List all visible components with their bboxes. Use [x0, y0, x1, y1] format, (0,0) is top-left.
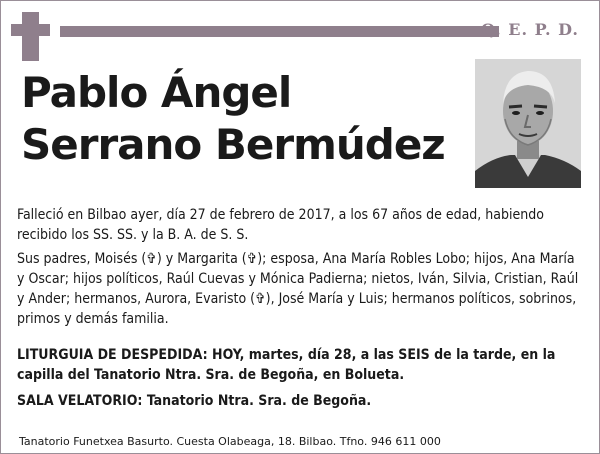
wake-paragraph: SALA VELATORIO: Tanatorio Ntra. Sra. de Begoña.	[17, 393, 372, 409]
latin-cross-icon	[22, 12, 39, 61]
portrait-photo	[475, 59, 581, 188]
header-rule	[60, 26, 499, 37]
latin-cross-icon-arm	[11, 24, 50, 36]
family-paragraph: Sus padres, Moisés (✞) y Margarita (✞); esposa, Ana María Robles Lobo; hijos, Ana María y Oscar; hijos políticos, Raúl Cuevas y Mónica Padierna; nietos, Iván, Silvia, Cristian, Raúl y Ander; hermanos, Aurora, Evaristo (✞), José María y Luis; hermanos políticos, sobrinos, primos y demás familia.	[17, 251, 579, 327]
death-paragraph: Falleció en Bilbao ayer, día 27 de febrero de 2017, a los 67 años de edad, habiendo recibido los SS. SS. y la B. A. de S. S.	[17, 207, 544, 243]
deceased-name: Pablo Ángel Serrano Bermúdez	[21, 68, 445, 169]
funeral-home-footer: Tanatorio Funetxea Basurto. Cuesta Olabeaga, 18. Bilbao. Tfno. 946 611 000	[19, 435, 441, 448]
liturgy-paragraph: LITURGUIA DE DESPEDIDA: HOY, martes, día 28, a las SEIS de la tarde, en la capilla del Tanatorio Ntra. Sra. de Begoña, en Bolueta.	[17, 347, 556, 383]
qepd-label: Q. E. P. D.	[480, 20, 579, 39]
